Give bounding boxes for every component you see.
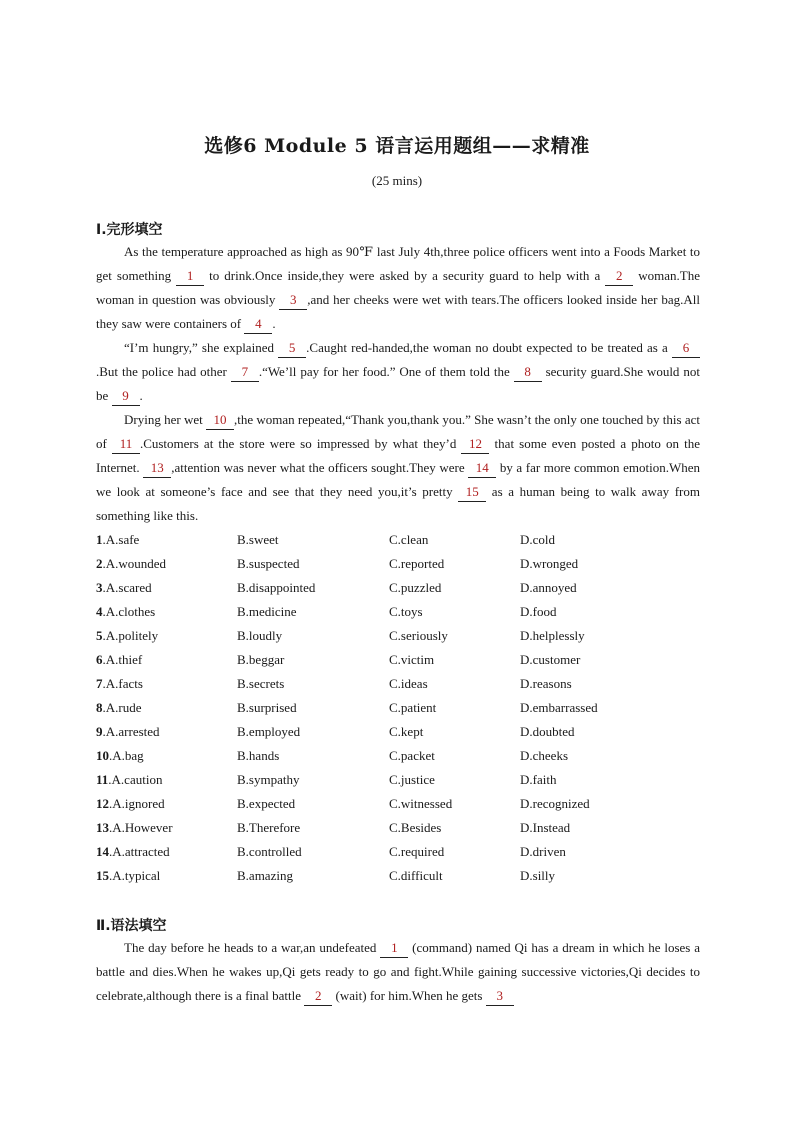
passage-text: (wait) for him.When he gets: [332, 988, 486, 1003]
grammar-paragraph-1: [96, 936, 700, 1008]
option-c[interactable]: C.required: [389, 844, 445, 859]
option-a-label: A.typical: [112, 868, 161, 883]
time-limit: (25 mins): [371, 173, 423, 188]
option-row: [96, 816, 716, 840]
option-a[interactable]: 5.A.politely: [96, 628, 159, 643]
section-grammar-heading: Ⅱ.语法填空: [96, 918, 167, 934]
passage-text: as a human being to walk away from something like this.: [96, 484, 700, 523]
option-d[interactable]: D.food: [520, 604, 557, 619]
question-number: 8: [96, 700, 103, 715]
option-row: [96, 864, 716, 888]
answer-blank[interactable]: 5: [278, 339, 306, 358]
option-row: [96, 768, 716, 792]
question-number: 14: [96, 844, 109, 859]
option-a-label: A.politely: [105, 628, 159, 643]
option-d[interactable]: D.annoyed: [520, 580, 577, 595]
answer-blank[interactable]: 13: [143, 459, 171, 478]
option-a[interactable]: 9.A.arrested: [96, 724, 160, 739]
option-row: [96, 552, 716, 576]
option-row: [96, 792, 716, 816]
option-d[interactable]: D.doubted: [520, 724, 575, 739]
option-c[interactable]: C.Besides: [389, 820, 442, 835]
option-a[interactable]: 13.A.However: [96, 820, 173, 835]
answer-blank[interactable]: 3: [279, 291, 307, 310]
option-a[interactable]: 4.A.clothes: [96, 604, 156, 619]
option-c[interactable]: C.toys: [389, 604, 423, 619]
option-a-label: A.facts: [105, 676, 143, 691]
answer-blank[interactable]: 10: [206, 411, 234, 430]
option-a[interactable]: 8.A.rude: [96, 700, 142, 715]
passage-text: .: [139, 388, 143, 403]
question-number: 13: [96, 820, 109, 835]
answer-blank[interactable]: 11: [112, 435, 140, 454]
passage-text: woman.The woman in question was obviously: [96, 268, 701, 307]
option-c[interactable]: C.kept: [389, 724, 424, 739]
option-d[interactable]: D.cheeks: [520, 748, 569, 763]
option-a[interactable]: 2.A.wounded: [96, 556, 167, 571]
option-d[interactable]: D.helplessly: [520, 628, 585, 643]
passage-text: that some even posted a photo on the Internet.: [96, 436, 701, 475]
passage-text: by a far more common emotion.When we look at someone’s face and see that they need you,it’s pretty: [96, 460, 701, 499]
option-c[interactable]: C.packet: [389, 748, 435, 763]
option-b[interactable]: B.disappointed: [237, 580, 316, 595]
option-a[interactable]: 12.A.ignored: [96, 796, 165, 811]
page-title: 选修6 Module 5 语言运用题组——求精准: [204, 135, 590, 157]
question-number: 5: [96, 628, 103, 643]
option-c[interactable]: C.witnessed: [389, 796, 453, 811]
question-number: 2: [96, 556, 103, 571]
question-number: 15: [96, 868, 109, 883]
option-a[interactable]: 6.A.thief: [96, 652, 143, 667]
question-number: 9: [96, 724, 103, 739]
passage-text: .: [272, 316, 276, 331]
option-b[interactable]: B.controlled: [237, 844, 302, 859]
option-a-label: A.caution: [111, 772, 163, 787]
question-number: 10: [96, 748, 109, 763]
passage-text: (command) named Qi has a dream in which he loses a battle and dies.When he wakes up,Qi gets ready to go and fight.While gaining successive victories,Qi decides to celebrate,although there is a final battle: [96, 940, 700, 1003]
option-d[interactable]: D.customer: [520, 652, 581, 667]
option-a[interactable]: 11.A.caution: [96, 772, 163, 787]
option-row: [96, 696, 716, 720]
option-row: [96, 840, 716, 864]
option-b[interactable]: B.surprised: [237, 700, 297, 715]
option-a-label: A.ignored: [112, 796, 165, 811]
option-a-label: A.However: [112, 820, 173, 835]
passage-text: to drink.Once inside,they were asked by a security guard to help with a: [204, 268, 606, 283]
question-number: 4: [96, 604, 103, 619]
option-b[interactable]: B.sympathy: [237, 772, 300, 787]
option-a-label: A.wounded: [105, 556, 167, 571]
answer-blank[interactable]: 1: [380, 939, 408, 958]
answer-blank[interactable]: 4: [244, 315, 272, 334]
answer-blank[interactable]: 15: [458, 483, 486, 502]
option-a[interactable]: 7.A.facts: [96, 676, 143, 691]
cloze-paragraph-3: [96, 408, 700, 528]
option-b[interactable]: B.sweet: [237, 532, 279, 547]
option-a-label: A.bag: [112, 748, 144, 763]
passage-text: ,and her cheeks were wet with tears.The officers looked inside her bag.All they saw were containers of: [96, 292, 700, 331]
question-number: 11: [96, 772, 109, 787]
option-c[interactable]: C.difficult: [389, 868, 443, 883]
passage-text: “I’m hungry,” she explained: [124, 340, 279, 355]
option-d[interactable]: D.Instead: [520, 820, 571, 835]
option-a[interactable]: 1.A.safe: [96, 532, 140, 547]
answer-blank[interactable]: 8: [514, 363, 542, 382]
option-c[interactable]: C.victim: [389, 652, 435, 667]
answer-blank[interactable]: 12: [461, 435, 489, 454]
answer-blank[interactable]: 7: [231, 363, 259, 382]
passage-text: As the temperature approached as high as 90℉ last July 4th,three police officers went into a Foods Market to get something: [96, 244, 700, 283]
cloze-paragraph-2: [96, 336, 700, 408]
option-a-label: A.scared: [105, 580, 152, 595]
section-cloze-heading: Ⅰ.完形填空: [96, 222, 163, 238]
question-number: 12: [96, 796, 109, 811]
option-d[interactable]: D.reasons: [520, 676, 572, 691]
answer-blank[interactable]: 3: [486, 987, 514, 1006]
option-a-label: A.attracted: [112, 844, 170, 859]
option-b[interactable]: B.employed: [237, 724, 301, 739]
option-row: [96, 600, 716, 624]
passage-text: .“We’ll pay for her food.” One of them told the: [258, 364, 514, 379]
passage-text: .Caught red-handed,the woman no doubt expected to be treated as a: [306, 340, 672, 355]
option-c[interactable]: C.reported: [389, 556, 445, 571]
option-d[interactable]: D.embarrassed: [520, 700, 598, 715]
option-b[interactable]: B.amazing: [237, 868, 293, 883]
option-b[interactable]: B.Therefore: [237, 820, 301, 835]
question-number: 1: [96, 532, 103, 547]
option-row: [96, 648, 716, 672]
passage-text: Drying her wet: [124, 412, 206, 427]
option-d[interactable]: D.recognized: [520, 796, 590, 811]
option-b[interactable]: B.loudly: [237, 628, 283, 643]
option-b[interactable]: B.expected: [237, 796, 296, 811]
option-c[interactable]: C.puzzled: [389, 580, 442, 595]
option-a[interactable]: 10.A.bag: [96, 748, 144, 763]
answer-blank[interactable]: 1: [176, 267, 204, 286]
option-c[interactable]: C.seriously: [389, 628, 448, 643]
option-b[interactable]: B.secrets: [237, 676, 285, 691]
option-b[interactable]: B.beggar: [237, 652, 285, 667]
option-b[interactable]: B.suspected: [237, 556, 300, 571]
passage-text: ,the woman repeated,“Thank you,thank you.” She wasn’t the only one touched by this act of: [96, 412, 700, 451]
option-d[interactable]: D.faith: [520, 772, 557, 787]
option-b[interactable]: B.medicine: [237, 604, 297, 619]
option-a-label: A.thief: [105, 652, 143, 667]
option-d[interactable]: D.silly: [520, 868, 556, 883]
question-number: 3: [96, 580, 103, 595]
option-row: [96, 576, 716, 600]
option-a[interactable]: 3.A.scared: [96, 580, 152, 595]
question-number: 6: [96, 652, 103, 667]
option-a-label: A.rude: [105, 700, 142, 715]
cloze-paragraph-1: [96, 240, 700, 336]
option-c[interactable]: C.justice: [389, 772, 435, 787]
option-a-label: A.arrested: [105, 724, 160, 739]
option-row: [96, 744, 716, 768]
option-d[interactable]: D.cold: [520, 532, 556, 547]
option-c[interactable]: C.ideas: [389, 676, 428, 691]
option-a[interactable]: 15.A.typical: [96, 868, 161, 883]
option-d[interactable]: D.driven: [520, 844, 566, 859]
option-row: [96, 720, 716, 744]
option-c[interactable]: C.patient: [389, 700, 437, 715]
answer-blank[interactable]: 2: [304, 987, 332, 1006]
question-number: 7: [96, 676, 103, 691]
passage-text: .But the police had other: [96, 364, 231, 379]
answer-blank[interactable]: 2: [605, 267, 633, 286]
option-a[interactable]: 14.A.attracted: [96, 844, 170, 859]
passage-text: ,attention was never what the officers sought.They were: [171, 460, 469, 475]
option-d[interactable]: D.wronged: [520, 556, 579, 571]
option-c[interactable]: C.clean: [389, 532, 429, 547]
passage-text: The day before he heads to a war,an undefeated: [124, 940, 381, 955]
passage-text: security guard.She would not be: [96, 364, 700, 403]
answer-blank[interactable]: 14: [468, 459, 496, 478]
option-a-label: A.safe: [105, 532, 140, 547]
option-b[interactable]: B.hands: [237, 748, 280, 763]
option-a-label: A.clothes: [105, 604, 156, 619]
answer-blank[interactable]: 6: [672, 339, 700, 358]
option-row: [96, 672, 716, 696]
answer-blank[interactable]: 9: [112, 387, 140, 406]
option-row: [96, 624, 716, 648]
option-row: [96, 528, 716, 552]
passage-text: .Customers at the store were so impressed by what they’d: [139, 436, 462, 451]
